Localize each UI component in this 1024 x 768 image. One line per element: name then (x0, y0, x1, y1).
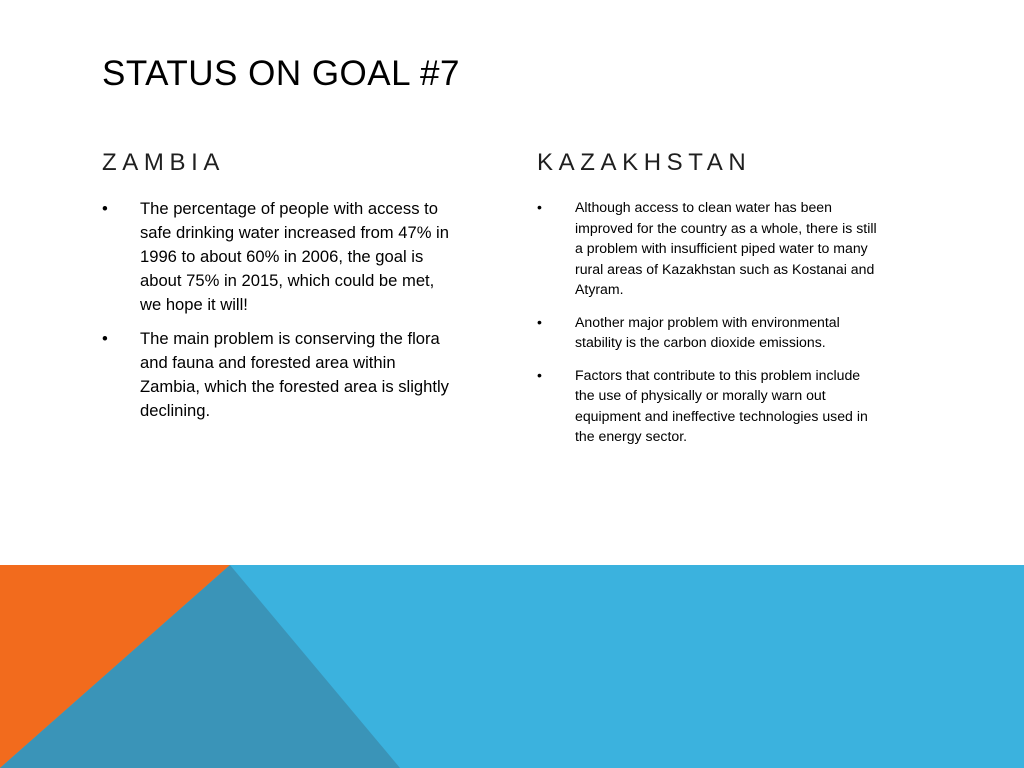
bullet-text: The percentage of people with access to safe drinking water increased from 47% in 1996 to about 60% in 2006, the goal is about 75% in 2015, which could be met, we hope it will! (140, 199, 449, 314)
bullet-item (537, 197, 880, 300)
bullet-text: Although access to clean water has been improved for the country as a whole, there is still a problem with insufficient piped water to many rural areas of Kazakhstan such as Kostanai and Atyram. (575, 199, 877, 297)
bullet-dot: • (102, 199, 108, 218)
kazakhstan-heading: KAZAKHSTAN (537, 149, 752, 176)
decorative-footer-band (0, 565, 1024, 768)
bullet-text: Another major problem with environmental stability is the carbon dioxide emissions. (575, 313, 840, 350)
bullet-text: Factors that contribute to this problem include the use of physically or morally warn out equipment and ineffective technologies used in the energy sector. (575, 366, 868, 444)
kazakhstan-bullet-list (537, 197, 880, 459)
bullet-item (102, 197, 450, 317)
bullet-dot: • (537, 199, 542, 215)
bullet-dot: • (102, 329, 108, 348)
slide-title: STATUS ON GOAL #7 (102, 54, 460, 93)
bullet-item (537, 312, 880, 353)
bullet-dot: • (537, 366, 542, 383)
bullet-item (537, 365, 880, 447)
bullet-dot: • (537, 313, 542, 330)
bullet-item (102, 327, 450, 423)
zambia-bullet-list (102, 197, 450, 433)
bullet-text: The main problem is conserving the flora and fauna and forested area within Zambia, which the forested area is slightly declining. (140, 329, 449, 420)
zambia-heading: ZAMBIA (102, 149, 225, 176)
